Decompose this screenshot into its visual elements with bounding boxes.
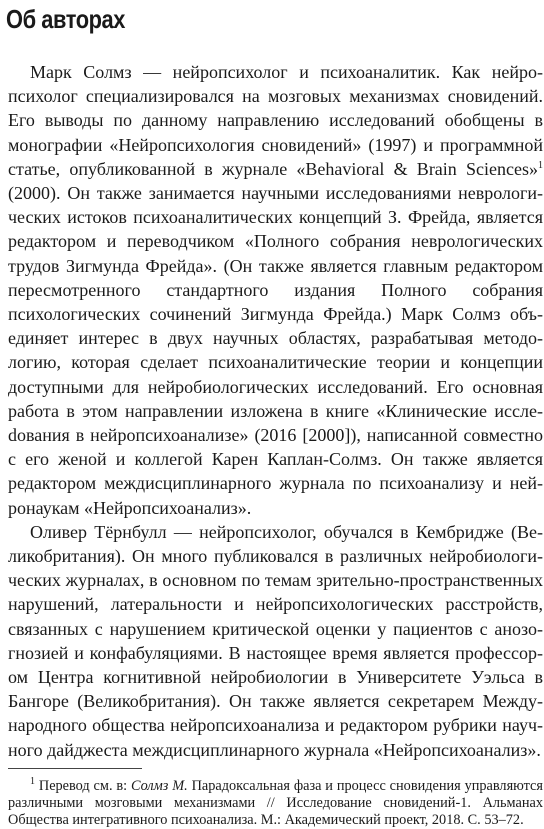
section-heading: Об авторах <box>6 4 126 34</box>
footnote-divider <box>8 768 142 769</box>
footnote-text: Перевод см. в: <box>35 778 131 794</box>
footnote-marker: 1 <box>30 776 35 788</box>
body-text <box>8 60 543 762</box>
footnote-author: Солмз М. <box>130 778 188 794</box>
footnote-reference[interactable]: 1 <box>538 159 543 171</box>
paragraph-turnbull: Оливер Тёрнбулл — нейропсихолог, обучался в Кембридже (Великобритания). Он много публиковался в различных нейробиологических журналах, в основном по темам зрительно-пространственных нарушений, латеральности и нейропсихологических расстройств, связанных с нарушением критической оценки у пациентов с анозогнозией и конфабуляциями. В настоящее время является профессором Центра когнитивной нейробиологии в Университете Уэльса в Бангоре (Великобритания). Он также является секретарем Международного общества нейропсихоанализа и редактором рубрики научного дайджеста междисциплинарного журнала «Нейропсихоанализ». <box>8 521 543 760</box>
paragraph-text: (2000). Он также занимается научными исследованиями неврологических истоков психоаналитических концепций З. Фрейда, является редактором и переводчиком «Полного собрания неврологических трудов Зигмунда Фрейда». (Он также является главным редактором пересмотренного стандартного издания Полного собрания психологических сочинений Зигмунда Фрейда.) Марк Солмз объединяет интерес в двух научных областях, разрабатывая методологию, которая сделает психоаналитические теории и концепции доступными для нейробиологических исследований. Его основная работа в этом направлении изложена в книге «Клинические исслеdования в нейропсихоанализе» (2016 [2000]), написанной совместно с его женой и коллегой Карен Каплан-Солмз. Он также является редактором междисциплинарного журнала по психоанализу и нейронаукам «Нейропсихоанализ». <box>8 183 543 518</box>
footnote-text: Парадоксальная фаза и процесс сновидения управляются различными мозговыми механизмами // Исследование сновидений-1. Альманах Общества интегративного психоанализа. М.: Академический проект, 2018. С. 53–72. <box>8 778 543 828</box>
paragraph-text: Марк Солмз — нейропсихолог и психоаналитик. Как нейропсихолог специализировался на мозговых механизмах сновидений. Его выводы по данному направлению исследований обобщены в монографии «Нейропсихология сновидений» (1997) и программной статье, опубликованной в журнале «Behavioral & Brain Sciences» <box>8 62 543 179</box>
footnote <box>8 778 543 829</box>
paragraph-solms <box>8 60 543 520</box>
